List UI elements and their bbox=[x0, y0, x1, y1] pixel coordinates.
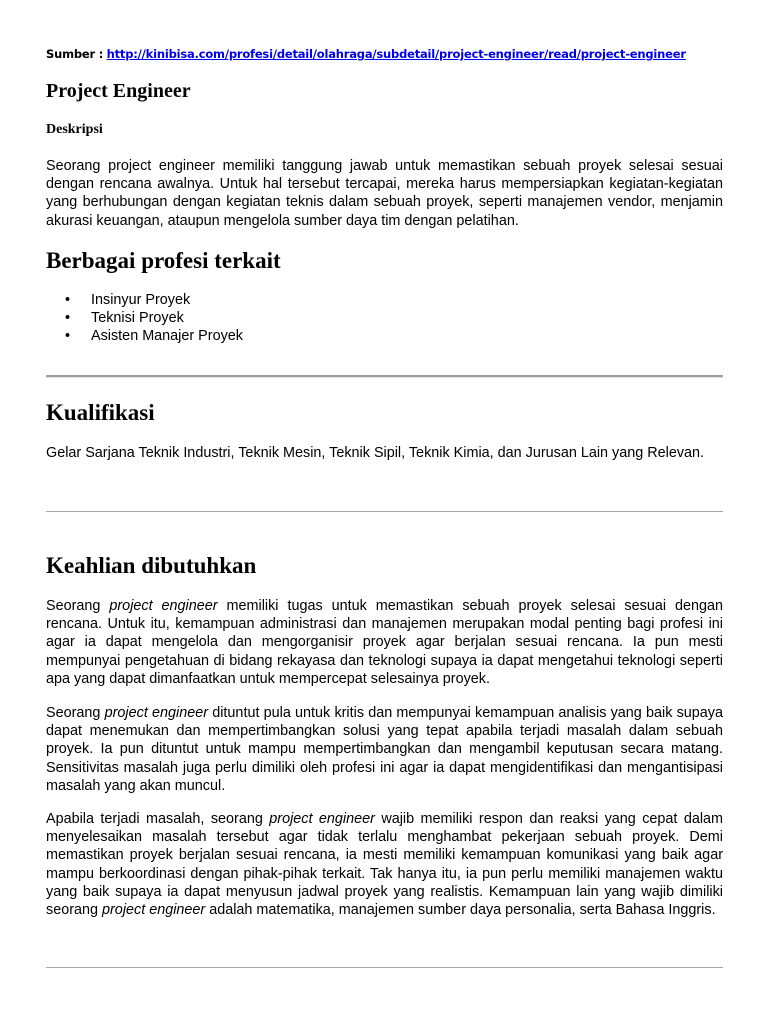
source-link[interactable]: http://kinibisa.com/profesi/detail/olahraga/subdetail/project-engineer/read/project-engineer bbox=[106, 47, 686, 61]
list-item bbox=[46, 309, 243, 327]
list-item bbox=[46, 327, 243, 345]
description-text: Seorang project engineer memiliki tanggung jawab untuk memastikan sebuah proyek selesai sesuai dengan rencana awalnya. Untuk hal tersebut tercapai, mereka harus mempersiapkan kegiatan-kegiatan yang berhubungan dengan kegiatan teknis dalam sebuah proyek, seperti manajemen vendor, menjamin akurasi keuangan, ataupun mengelola sumber daya tim dengan pelatihan. bbox=[46, 158, 723, 229]
source-line bbox=[46, 47, 686, 61]
description-heading: Deskripsi bbox=[46, 122, 103, 137]
list-item-label: Teknisi Proyek bbox=[91, 310, 184, 327]
bullet-icon: • bbox=[65, 310, 71, 327]
page-title: Project Engineer bbox=[46, 80, 191, 102]
italic-term: project engineer bbox=[269, 811, 375, 827]
divider bbox=[46, 375, 723, 378]
qualification-text: Gelar Sarjana Teknik Industri, Teknik Mesin, Teknik Sipil, Teknik Kimia, dan Jurusan Lain yang Relevan. bbox=[46, 445, 705, 461]
skills-paragraph-1: Seorang project engineer memiliki tugas untuk memastikan sebuah proyek selesai sesuai dengan rencana. Untuk itu, kemampuan administrasi dan manajemen merupakan modal penting bagi profesi ini agar ia dapat mengelola dan mengorganisir proyek agar berjalan sesuai rencana. Ia pun mesti mempunyai pengetahuan di bidang rekayasa dan teknologi supaya ia dapat mengetahui teknologi seperti apa yang dapat dimanfaatkan untuk mempercepat selesainya proyek. bbox=[46, 598, 724, 687]
divider bbox=[46, 511, 723, 512]
italic-term: project engineer bbox=[102, 902, 206, 919]
list-item-label: Asisten Manajer Proyek bbox=[91, 328, 243, 345]
skills-paragraph-2: Seorang project engineer dituntut pula untuk kritis dan mempunyai kemampuan analisis yang baik supaya dapat menemukan dan mempertimbangkan solusi yang tepat apabila terjadi masalah dalam sebuah proyek. Ia pun dituntut untuk mampu mempertimbangkan dan mengambil keputusan secara matang. Sensitivitas masalah juga perlu dimiliki oleh profesi ini agar ia dapat mengidentifikasi dan mengantisipasi masalah yang akan muncul. bbox=[46, 705, 724, 794]
bullet-icon: • bbox=[65, 328, 71, 345]
related-list bbox=[46, 291, 243, 346]
divider bbox=[46, 967, 723, 968]
italic-term: project engineer bbox=[109, 598, 218, 614]
list-item-label: Insinyur Proyek bbox=[91, 292, 191, 308]
skills-heading: Keahlian dibutuhkan bbox=[46, 553, 257, 578]
related-heading: Berbagai profesi terkait bbox=[46, 248, 281, 273]
list-item bbox=[46, 291, 243, 309]
qualification-heading: Kualifikasi bbox=[46, 400, 155, 425]
italic-term: project engineer bbox=[104, 705, 209, 721]
bullet-icon: • bbox=[65, 292, 71, 308]
skills-paragraph-3: Apabila terjadi masalah, seorang project engineer wajib memiliki respon dan reaksi yang cepat dalam menyelesaikan masalah tersebut agar tidak terlalu menghambat pekerjaan sebuah proyek. Demi memastikan proyek berjalan sesuai rencana, ia mesti memiliki kemampuan komunikasi yang baik agar mampu berkoordinasi dengan pihak-pihak terkait. Tak hanya itu, ia pun perlu memiliki manajemen waktu yang baik supaya ia dapat menyusun jadwal proyek yang realistis. Kemampuan lain yang wajib dimiliki seorang project engineer adalah matematika, manajemen sumber daya personalia, serta Bahasa Inggris. bbox=[46, 811, 724, 919]
source-label: Sumber : bbox=[46, 47, 104, 61]
